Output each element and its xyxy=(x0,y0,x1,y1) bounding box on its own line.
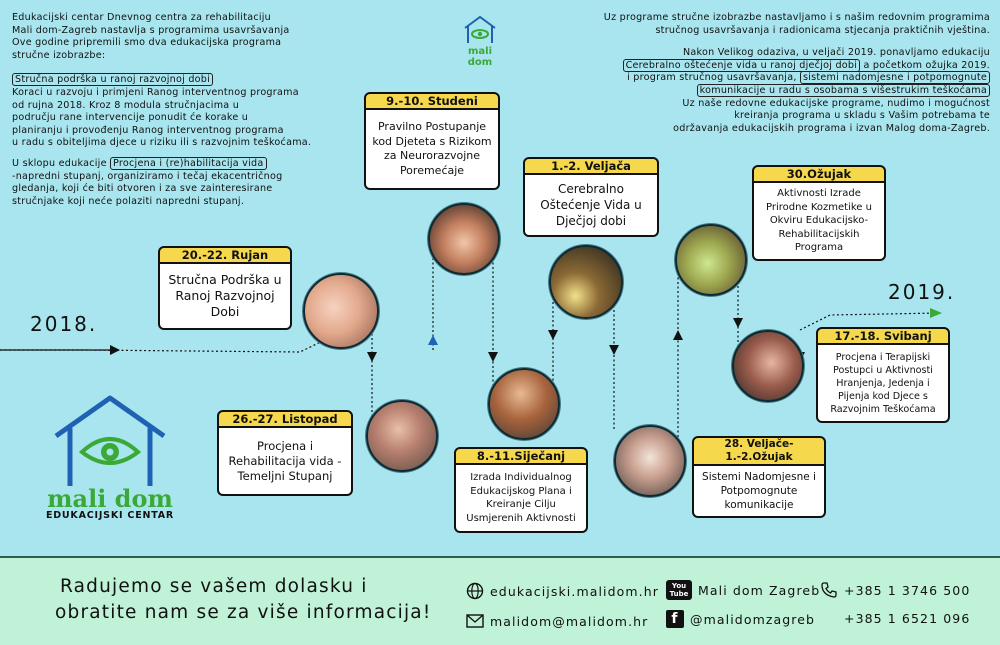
event-photo-hands xyxy=(303,273,379,349)
event-title: Pravilno Postupanje kod Djeteta s Rizikom za Neurorazvojne Poremećaje xyxy=(364,110,500,190)
event-photo-cosmetics xyxy=(675,224,747,296)
event-date: 8.-11.Siječanj xyxy=(454,447,588,465)
event-date: 9.-10. Studeni xyxy=(364,92,500,110)
aac-highlight-b: komunikacije u radu s osobama s višestrukim teškoćama xyxy=(697,84,990,97)
right-p2-l3: i program stručnog usavršavanja, xyxy=(627,72,797,84)
event-date: 30.Ožujak xyxy=(752,165,886,183)
small-logo-text: mali dom xyxy=(467,46,493,68)
event-date: 20.-22. Rujan xyxy=(158,246,292,264)
event-title: Stručna Podrška u Ranoj Razvojnoj Dobi xyxy=(158,264,292,330)
intro-p1-l1: Edukacijski centar Dnevnog centra za rehabilitaciju xyxy=(12,12,272,23)
intro-p2-l1: Koraci u razvoju i primjeni Ranog interventnog programa xyxy=(12,86,299,98)
event-card xyxy=(454,447,588,533)
website-text: edukacijski.malidom.hr xyxy=(490,583,660,599)
event-card xyxy=(364,92,500,190)
year-end: 2019. xyxy=(888,280,956,304)
footer-line1: Radujemo se vašem dolasku i xyxy=(60,576,368,597)
intro-p3-l3: stručnjake koji neće polaziti napredni stupanj. xyxy=(12,195,245,207)
website-link[interactable] xyxy=(466,582,659,600)
phone1-text: +385 1 3746 500 xyxy=(844,582,971,598)
youtube-link[interactable] xyxy=(666,580,820,600)
intro-p2-l5: u radu s obiteljima djece u riziku ili s razvojnim teškoćama. xyxy=(12,137,312,149)
event-photo-feeding xyxy=(732,330,804,402)
event-card xyxy=(752,165,886,261)
intro-p2-l2: od rujna 2018. Kroz 8 modula stručnjacima u xyxy=(12,99,240,111)
event-date: 28. Veljače-1.-2.Ožujak xyxy=(692,436,826,466)
phone-icon xyxy=(820,581,838,599)
phone-link-1[interactable] xyxy=(820,581,970,599)
event-card xyxy=(692,436,826,518)
intro-p2-l4: planiranju i provođenju Ranog interventnog programa xyxy=(12,124,284,136)
year-start: 2018. xyxy=(30,312,98,336)
phone-link-2[interactable] xyxy=(844,611,970,626)
event-date: 17.-18. Svibanj xyxy=(816,327,950,345)
mali-dom-logo xyxy=(40,392,180,521)
event-photo-child-play xyxy=(488,368,560,440)
logo-subtitle: EDUKACIJSKI CENTAR xyxy=(45,510,175,521)
right-p2-l1: Nakon Velikog odaziva, u veljači 2019. ponavljamo edukaciju xyxy=(682,47,990,59)
footer-line2: obratite nam se za više informacija! xyxy=(55,602,432,623)
youtube-icon: You Tube xyxy=(666,580,692,600)
intro-p1-l2: Mali dom-Zagreb nastavlja s programima usavršavanja xyxy=(12,24,290,36)
right-p3-l1: Uz naše redovne edukacijske programe, nudimo i mogućnost xyxy=(682,97,990,109)
event-title: Izrada Individualnog Edukacijskog Plana i Kreiranje Cilju Usmjerenih Aktivnosti xyxy=(454,465,588,533)
mail-icon xyxy=(466,612,484,630)
program1-highlight: Stručna podrška u ranoj razvojnoj dobi xyxy=(12,73,213,86)
event-title: Sistemi Nadomjesne i Potpomognute komunikacije xyxy=(692,466,826,518)
email-link[interactable] xyxy=(466,612,648,630)
start-arrow xyxy=(110,345,120,355)
event-card xyxy=(217,410,353,496)
right-p3-l3: održavanja edukacijskih programa i izvan Malog doma-Zagreb. xyxy=(673,122,990,134)
event-card xyxy=(816,327,950,423)
intro-p2-l3: području rane intervencije ponudit će korake u xyxy=(12,112,249,124)
youtube-text: Mali dom Zagreb xyxy=(698,582,821,598)
globe-icon xyxy=(466,582,484,600)
end-arrow xyxy=(930,308,942,318)
intro-p1-l3: Ove godine pripremili smo dva edukacijska programa xyxy=(12,37,282,49)
event-title: Cerebralno Oštećenje Vida u Dječjoj dobi xyxy=(523,175,659,237)
event-card xyxy=(158,246,292,330)
event-title: Procjena i Rehabilitacija vida - Temeljni Stupanj xyxy=(217,428,353,496)
facebook-link[interactable] xyxy=(666,610,815,628)
aac-highlight-a: sistemi nadomjesne i potpomognute xyxy=(800,71,990,84)
facebook-text: @malidomzagreb xyxy=(690,611,816,627)
event-photo-lights xyxy=(549,245,623,319)
event-photo-baby xyxy=(428,203,500,275)
footer xyxy=(0,556,1000,645)
logo-name: mali dom xyxy=(47,484,173,513)
program2-highlight: Procjena i (re)habilitacija vida xyxy=(110,157,266,170)
intro-p3-l1: -napredni stupanj, organiziramo i tečaj ekacentričnog xyxy=(12,170,283,182)
event-date: 26.-27. Listopad xyxy=(217,410,353,428)
right-p1-l1: Uz programe stručne izobrazbe nastavljamo i s našim redovnim programima xyxy=(603,12,990,23)
event-title: Aktivnosti Izrade Prirodne Kozmetike u Okviru Edukacijsko-Rehabilitacijskih Programa xyxy=(752,183,886,261)
email-text: malidom@malidom.hr xyxy=(490,613,649,629)
phone2-text: +385 1 6521 096 xyxy=(844,611,971,626)
intro-p3-l2: gledanja, koji će biti otvoren i za sve zainteresirane xyxy=(12,183,273,195)
right-p2-l2: a početkom ožujka 2019. xyxy=(863,59,990,71)
intro-p3-pre: U sklopu edukacije xyxy=(12,157,107,169)
facebook-icon: f xyxy=(666,610,684,628)
house-eye-icon xyxy=(50,392,170,488)
right-p1-l2: stručnog usavršavanja i radionicama stjecanja praktičnih vještina. xyxy=(655,24,990,36)
event-photo-child-glasses xyxy=(366,400,438,472)
event-title: Procjena i Terapijski Postupci u Aktivnosti Hranjenja, Jedenja i Pijenja kod Djece s Razvojnim Teškoćama xyxy=(816,345,950,423)
right-p3-l2: kreiranja programa u skladu s Vašim potrebama te xyxy=(734,110,990,122)
intro-p1-l4: stručne izobrazbe: xyxy=(12,49,106,61)
cvi-highlight: Cerebralno oštećenje vida u ranoj dječjoj dobi xyxy=(623,59,861,72)
event-card xyxy=(523,157,659,237)
event-date: 1.-2. Veljača xyxy=(523,157,659,175)
event-photo-device xyxy=(614,425,686,497)
